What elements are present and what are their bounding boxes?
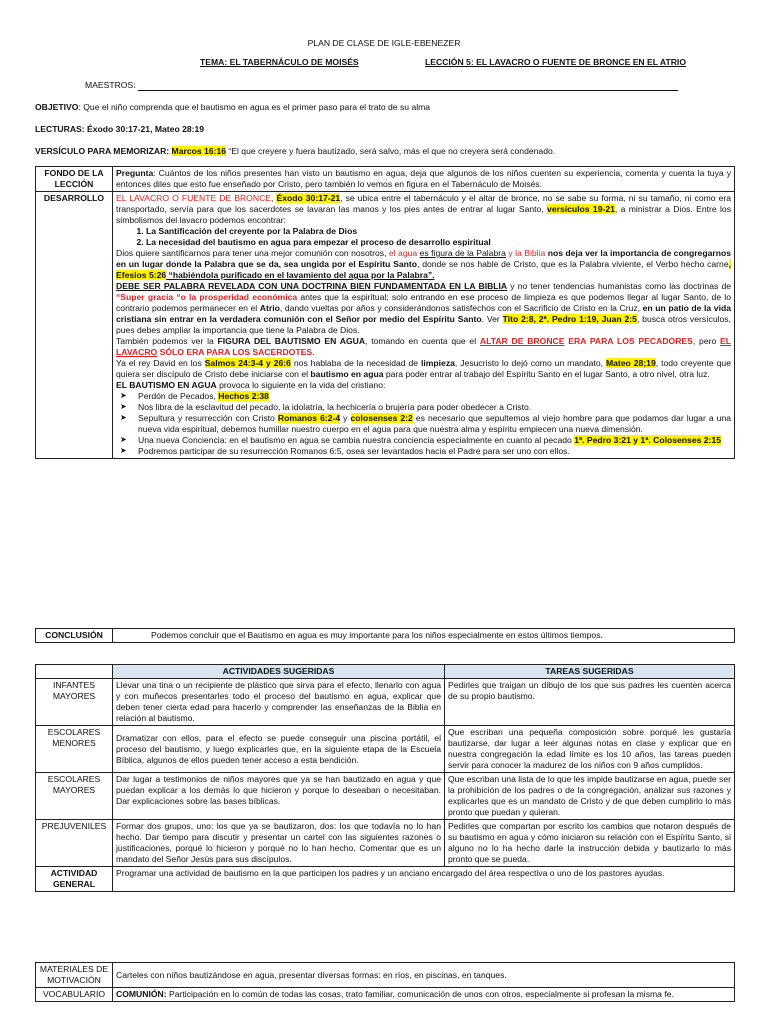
- ref-exodo: Éxodo 30:17-21: [276, 193, 341, 203]
- p3d: , dando vueltas por años y considerándonos satisfechos con el Sacrificio de Cristo en la Cruz,: [279, 303, 643, 313]
- ref-pedro: 1ª. Pedro 3:21 y 1ª. Colosenses 2:15: [574, 435, 721, 445]
- p4-red4: SÓLO ERA PARA LOS SACERDOTES: [157, 347, 313, 357]
- ref-salmos: Salmos 24:3-4 y 26:6: [204, 358, 291, 368]
- conclusion-table: [35, 628, 735, 643]
- list-item: [134, 391, 731, 402]
- activity-cell: Llevar una tina o un recipiente de plástico que sirva para el efecto, llenarlo con agua y con muñecos presentarles todo el proceso del bautismo en agua, explicar que deben tener cierta edad para hacerlo y comprender las enseñanzas de la Biblia en relación al bautismo.: [113, 679, 445, 726]
- leccion-heading: LECCIÓN 5: EL LAVACRO O FUENTE DE BRONCE EN EL ATRIO: [425, 57, 687, 67]
- task-cell: Pedirles que compartan por escrito los cambios que notaron después de su bautismo en agua y cómo iniciaron su relación con el Espíritu Santo, si alguno no lo ha hecho darle la instrucción debida y bautizarlo lo más pronto que se pueda.: [445, 820, 735, 867]
- objetivo: [35, 102, 735, 113]
- p2d: , donde se nos hable de Cristo, que es la Palabra viviente, el Verbo hecho carne: [417, 259, 729, 269]
- ref-hechos: Hechos 2:38: [218, 391, 269, 401]
- task-cell: Pedirles que traigan un dibujo de los que sus padres les cuenten acerca de su propio bautismo.: [445, 679, 735, 726]
- tareas-header: TAREAS SUGERIDAS: [445, 665, 735, 679]
- row-label: PREJUVENILES: [36, 820, 113, 867]
- p5a: Ya el rey David en los: [116, 358, 205, 368]
- conclusion-label: CONCLUSIÓN: [36, 629, 113, 643]
- p4-red2: ERA PARA LOS PECADORES: [564, 336, 693, 346]
- p2-agua: el agua: [388, 248, 418, 258]
- p3e: en un patio de la vida cristiana sin entrar en la verdadera comunión con el Señor por medio del Espíritu Santo: [116, 303, 731, 324]
- b1-text: Perdón de Pecados,: [138, 391, 219, 401]
- table-row: [36, 726, 735, 773]
- pregunta-label: Pregunta: [116, 168, 154, 178]
- b3a: Sepultura y resurrección con Cristo: [138, 413, 278, 423]
- ref-mateo: Mateo 28;19: [605, 358, 656, 368]
- activity-cell: Dar lugar a testimonios de niños mayores que ya se han bautizado en agua y que puedan explicar a los demás lo que hicieron y porque lo deseaban o necesitaban. Dar explicaciones sobre las bases bíblicas.: [113, 773, 445, 820]
- p4-red3: EL LAVACRO: [116, 336, 731, 357]
- general-label: ACTIVIDAD GENERAL: [36, 867, 113, 892]
- vocabulario-cell: [113, 988, 735, 1002]
- materiales-table: [35, 962, 735, 1002]
- ref-romanos: Romanos 6:2-4: [277, 413, 341, 423]
- p3f: . Ver: [481, 314, 503, 324]
- list-item: [134, 435, 731, 446]
- fondo-label: FONDO DE LA LECCIÓN: [36, 167, 113, 192]
- row-label: ESCOLARES MAYORES: [36, 773, 113, 820]
- p6b: provoca lo siguiente en la vida del cristiano:: [216, 380, 386, 390]
- versiculo-label: VERSÍCULO PARA MEMORIZAR:: [35, 146, 172, 156]
- ref-versiculos: versículos 19-21: [547, 204, 615, 214]
- empty-header-cell: [36, 665, 113, 679]
- maestros-line: [85, 80, 678, 91]
- general-text: Programar una actividad de bautismo en la que participen los padres y un anciano encargado del área respectiva o uno de los pastores ayudas.: [113, 867, 735, 892]
- p3-atrio: Atrio: [259, 303, 280, 313]
- p2a: Dios quiere santificarnos para tener una mejor comunión con nosotros,: [116, 248, 387, 258]
- p1-tail: , a ministrar a Dios. Entre los simbolismos del lavacro podemos encontrar:: [116, 204, 732, 225]
- versiculo-ref: Marcos 16:16: [171, 146, 227, 156]
- maestros-label: MAESTROS:: [85, 80, 136, 90]
- b2-text: Nos libra de la esclavitud del pecado, la idolatría, la hechicería o brujería para poder obedecer a Cristo.: [138, 402, 532, 412]
- conclusion-text: Podemos concluir que el Bautismo en agua es muy importante para los niños especialmente en estos últimos tiempos.: [113, 629, 735, 643]
- list-item: [134, 446, 731, 457]
- p4c: , tomando en cuenta que el: [365, 336, 480, 346]
- p5b: nos hablaba de la necesidad de: [290, 358, 421, 368]
- table-row: [36, 679, 735, 726]
- p6a: EL BAUTISMO EN AGUA: [116, 380, 217, 390]
- list-item: [134, 413, 731, 435]
- actividades-table: [35, 664, 735, 892]
- p2e: “habiéndola purificado en el lavamiento del agua por la Palabra”.: [166, 270, 435, 280]
- maestros-blank: [138, 81, 678, 91]
- fondo-text: : Cuántos de los niños presentes han visto un bautismo en agua, deja que algunos de los niños cuenten su experiencia, comenta y cuenta la tuya y entonces diles que esto fue enseñado por Cristo, pero también lo vemos en figura en el Tabernáculo de Moisés.: [116, 168, 731, 189]
- fondo-cell: [113, 167, 735, 192]
- p5c: , Jesucristo lo dejó como un mandato,: [454, 358, 606, 368]
- main-table: [35, 166, 735, 459]
- p4b: FIGURA DEL BAUTISMO EN AGUA: [217, 336, 366, 346]
- actividades-header: ACTIVIDADES SUGERIDAS: [113, 665, 445, 679]
- p4a: También podemos ver la: [116, 336, 218, 346]
- task-cell: Que escriban una pequeña composición sobre porqué les gustaría bautizarse, dar lugar a leer algunas notas en clase y explicar que en nuestra congregación la edad límite es los 10 años, las tareas pueden servir para conocer la madurez de los niños con 9 años cumplidos.: [445, 726, 735, 773]
- p5-limpieza: limpieza: [421, 358, 455, 368]
- activity-cell: Dramatizar con ellos, para el efecto se puede conseguir una piscina portátil, el proceso del bautismo, y luego explicarles que, en la siguiente etapa de la Escuela Bíblica, algunos de ellos pueden tener acceso a esta bendición.: [113, 726, 445, 773]
- b4a: Una nueva Conciencia: en el bautismo en agua se cambia nuestra conciencia especialmente en cuanto al pecado: [138, 435, 575, 445]
- b3b: y: [340, 413, 351, 423]
- activity-cell: Formar dos grupos, uno: los que ya se bautizaron, dos: los que todavía no lo han hecho. Dar tiempo para discutir y presentar un cartel con las siguientes razones o justificaciones, porqué lo hicieron y porqué no lo han hecho. Comentar que es un mandato del Señor Jesús para sus discípulos.: [113, 820, 445, 867]
- p2-biblia: y la Biblia: [508, 248, 546, 258]
- table-row: [36, 820, 735, 867]
- p5d: , todo creyente que quiera ser discípulo de Cristo debe iniciarse con el: [116, 358, 731, 379]
- row-label: ESCOLARES MENORES: [36, 726, 113, 773]
- objetivo-label: OBJETIVO: [35, 102, 79, 112]
- p4d: , pero: [692, 336, 721, 346]
- list-item: [134, 402, 731, 413]
- p4-red1: ALTAR DE BRONCE: [479, 336, 565, 346]
- table-row: [36, 867, 735, 892]
- ref-efesios: , Efesios 5:26: [116, 259, 731, 280]
- list-item: 1. La Santificación del creyente por la Palabra de Dios: [146, 226, 731, 237]
- p5-bautismo: bautismo en agua: [310, 369, 384, 379]
- tema-heading: TEMA: EL TABERNÁCULO DE MOISÉS: [200, 57, 359, 67]
- b5-text: Podremos participar de su resurrección Romanos 6:5, osea ser levantados hacia el Padre para ser uno con ellos.: [138, 446, 570, 456]
- p1-text: , se ubica entre el tabernáculo y el altar de bronce, no se sabe su forma, ni su tamaño, ni como era transportado, servía para que los sacerdotes se lavaran las manos y los pies antes de entrar al lugar Santo,: [116, 193, 732, 214]
- p2c: nos deja ver la importancia de congregarnos en un lugar donde la Palabra que se da, sea ungida por el Espíritu Santo: [116, 248, 731, 269]
- p2b: es figura de la Palabra: [419, 248, 506, 258]
- vocab-text: Participación en lo común de todas las cosas, trato familiar, comunicación de unos con otros, especialmente si profesan la misma fe.: [166, 989, 674, 999]
- p3a: DEBE SER PALABRA REVELADA CON UNA DOCTRINA BIEN FUNDAMENTADA EN LA BIBLIA: [116, 281, 508, 291]
- bautismo-effects-list: [116, 391, 731, 457]
- versiculo-text: “El que creyere y fuera bautizado, será salvo, más el que no creyera será condenado.: [226, 146, 556, 156]
- lecturas: LECTURAS: Éxodo 30:17-21, Mateo 28:19: [35, 124, 205, 134]
- p5e: para poder entrar al trabajo del Espíritu Santo en el lugar Santo, a otro nivel, otra luz.: [383, 369, 710, 379]
- lavacro-red: EL LAVACRO O FUENTE DE BRONCE: [116, 193, 272, 203]
- list-item: 2. La necesidad del bautismo en agua para empezar el proceso de desarrollo espiritual: [146, 237, 731, 248]
- vocab-term: COMUNIÓN:: [116, 989, 167, 999]
- objetivo-text: : Que el niño comprenda que el bautismo en agua es el primer paso para el trato de su alma: [78, 102, 431, 112]
- document-title: PLAN DE CLASE DE IGLE-EBENEZER: [307, 38, 461, 48]
- table-row: [36, 773, 735, 820]
- ref-tito: Tito 2:8, 2ª. Pedro 1:19, Juan 2:5: [502, 314, 637, 324]
- materiales-text: Carteles con niños bautizándose en agua, presentar diversas formas: en ríos, en piscinas, en tanques.: [113, 963, 735, 988]
- p3c: antes que la espiritual; solo entrando en ese proceso de limpieza es que podemos llegar al lugar Santo, de lo contrario podemos permanecer en el: [116, 292, 731, 313]
- materiales-label: MATERIALES DE MOTIVACIÓN: [36, 963, 113, 988]
- row-label: INFANTES MAYORES: [36, 679, 113, 726]
- simbolismos-list: [116, 226, 731, 248]
- task-cell: Que escriban una lista de lo que les impide bautizarse en agua, puede ser la prohibición de los padres o de la congregación, analizar sus razones y explicarles que es un mandato de Cristo y de que deben cumplirlo lo más pronto que puedan y quieran.: [445, 773, 735, 820]
- vocabulario-label: VOCABULARIO: [36, 988, 113, 1002]
- fondo-row: [36, 167, 735, 192]
- desarrollo-row: [36, 192, 735, 459]
- p3-red: “Super gracia “o la prosperidad económica: [116, 292, 298, 302]
- p3g: , busca otros versículos, pues debes ampliar la importancia que tiene la Palabra de Dios.: [116, 314, 731, 335]
- ref-colosenses: colosenses 2:2: [350, 413, 413, 423]
- desarrollo-label: DESARROLLO: [36, 192, 113, 459]
- b3c: es necesario que sepultemos al viejo hombre para que podamos dar lugar a una nueva vida espiritual, debemos humillar nuestro cuerpo en el agua para que nuestra alma y espíritu empiecen una nueva dimensión.: [138, 413, 732, 434]
- versiculo: [35, 146, 735, 157]
- desarrollo-cell: EL LAVACRO O FUENTE DE BRONCE, Éxodo 30:17-21, se ubica entre el tabernáculo y el altar de bronce, no se sabe su forma, ni su tamaño, ni como era transportado, servía para que los sacerdotes se lavaran las manos y los pies antes de entrar al lugar Santo, versículos 19-21, a ministrar a Dios. Entre los simbolismos del lavacro podemos encontrar: 1. La Santificación del creyente por la Palabra de Dios 2. La necesidad del bautismo en agua para empezar el proceso de desarrollo espiritual Dios quiere santificarnos para tener una mejor comunión con nosotros, el agua es figura de la Palabra y la Biblia nos deja ver la importancia de congregarnos en un lugar donde la Palabra que se da, sea ungida por el Espíritu Santo, donde se nos hable de Cristo, que es la Palabra viviente, el Verbo hecho carne, Efesios 5:26 “habiéndola purificado en el lavamiento del agua por la Palabra”. DEBE SER PALABRA REVELADA CON UNA DOCTRINA BIEN FUNDAMENTADA EN LA BIBLIA y no tener tendencias humanistas como las doctrinas de “Super gracia “o la prosperidad económica antes que la espiritual; solo entrando en ese proceso de limpieza es que podemos llegar al lugar Santo, de lo contrario podemos permanecer en el Atrio, dando vueltas por años y considerándonos satisfechos con el Sacrificio de Cristo en la Cruz, en un patio de la vida cristiana sin entrar en la verdadera comunión con el Señor por medio del Espíritu Santo. Ver Tito 2:8, 2ª. Pedro 1:19, Juan 2:5, busca otros versículos, pues debes ampliar la importancia que tiene la Palabra de Dios. También podemos ver la FIGURA DEL BAUTISMO EN AGUA, tomando en cuenta que el ALTAR DE BRONCE ERA PARA LOS PECADORES, pero EL LAVACRO SÓLO ERA PARA LOS SACERDOTES. Ya el rey David en los Salmos 24:3-4 y 26:6 nos hablaba de la necesidad de limpieza, Jesucristo lo dejó como un mandato, Mateo 28;19, todo creyente que quiera ser discípulo de Cristo debe iniciarse con el bautismo en agua para poder entrar al trabajo del Espíritu Santo en el lugar Santo, a otro nivel, otra luz. EL BAUTISMO EN AGUA provoca lo siguiente en la vida del cristiano: ➤ Perdón de Pecados, Hechos 2:38 ➤ Nos libra de la esclavitud del pecado, la idolatría, la hechicería o brujería para poder obedecer a Cristo. ➤ Sepultura y resurrección con Cristo Romanos 6:2-4 y colosenses 2:2 es necesario que sepultemos al viejo hombre para que podamos dar lugar a una nueva vida espiritual, debemos humillar nuestro cuerpo en el agua para que nuestra alma y espíritu empiecen una nueva dimensión. ➤ Una nueva Conciencia: en el bautismo en agua se cambia nuestra conciencia especialmente en cuanto al pecado 1ª. Pedro 3:21 y 1ª. Colosenses 2:15 ➤ Podremos participar de su resurrección Romanos 6:5, osea ser levantados hacia el Padre para ser uno con ellos.: [113, 192, 735, 459]
- p3b: y no tener tendencias humanistas como las doctrinas de: [507, 281, 732, 291]
